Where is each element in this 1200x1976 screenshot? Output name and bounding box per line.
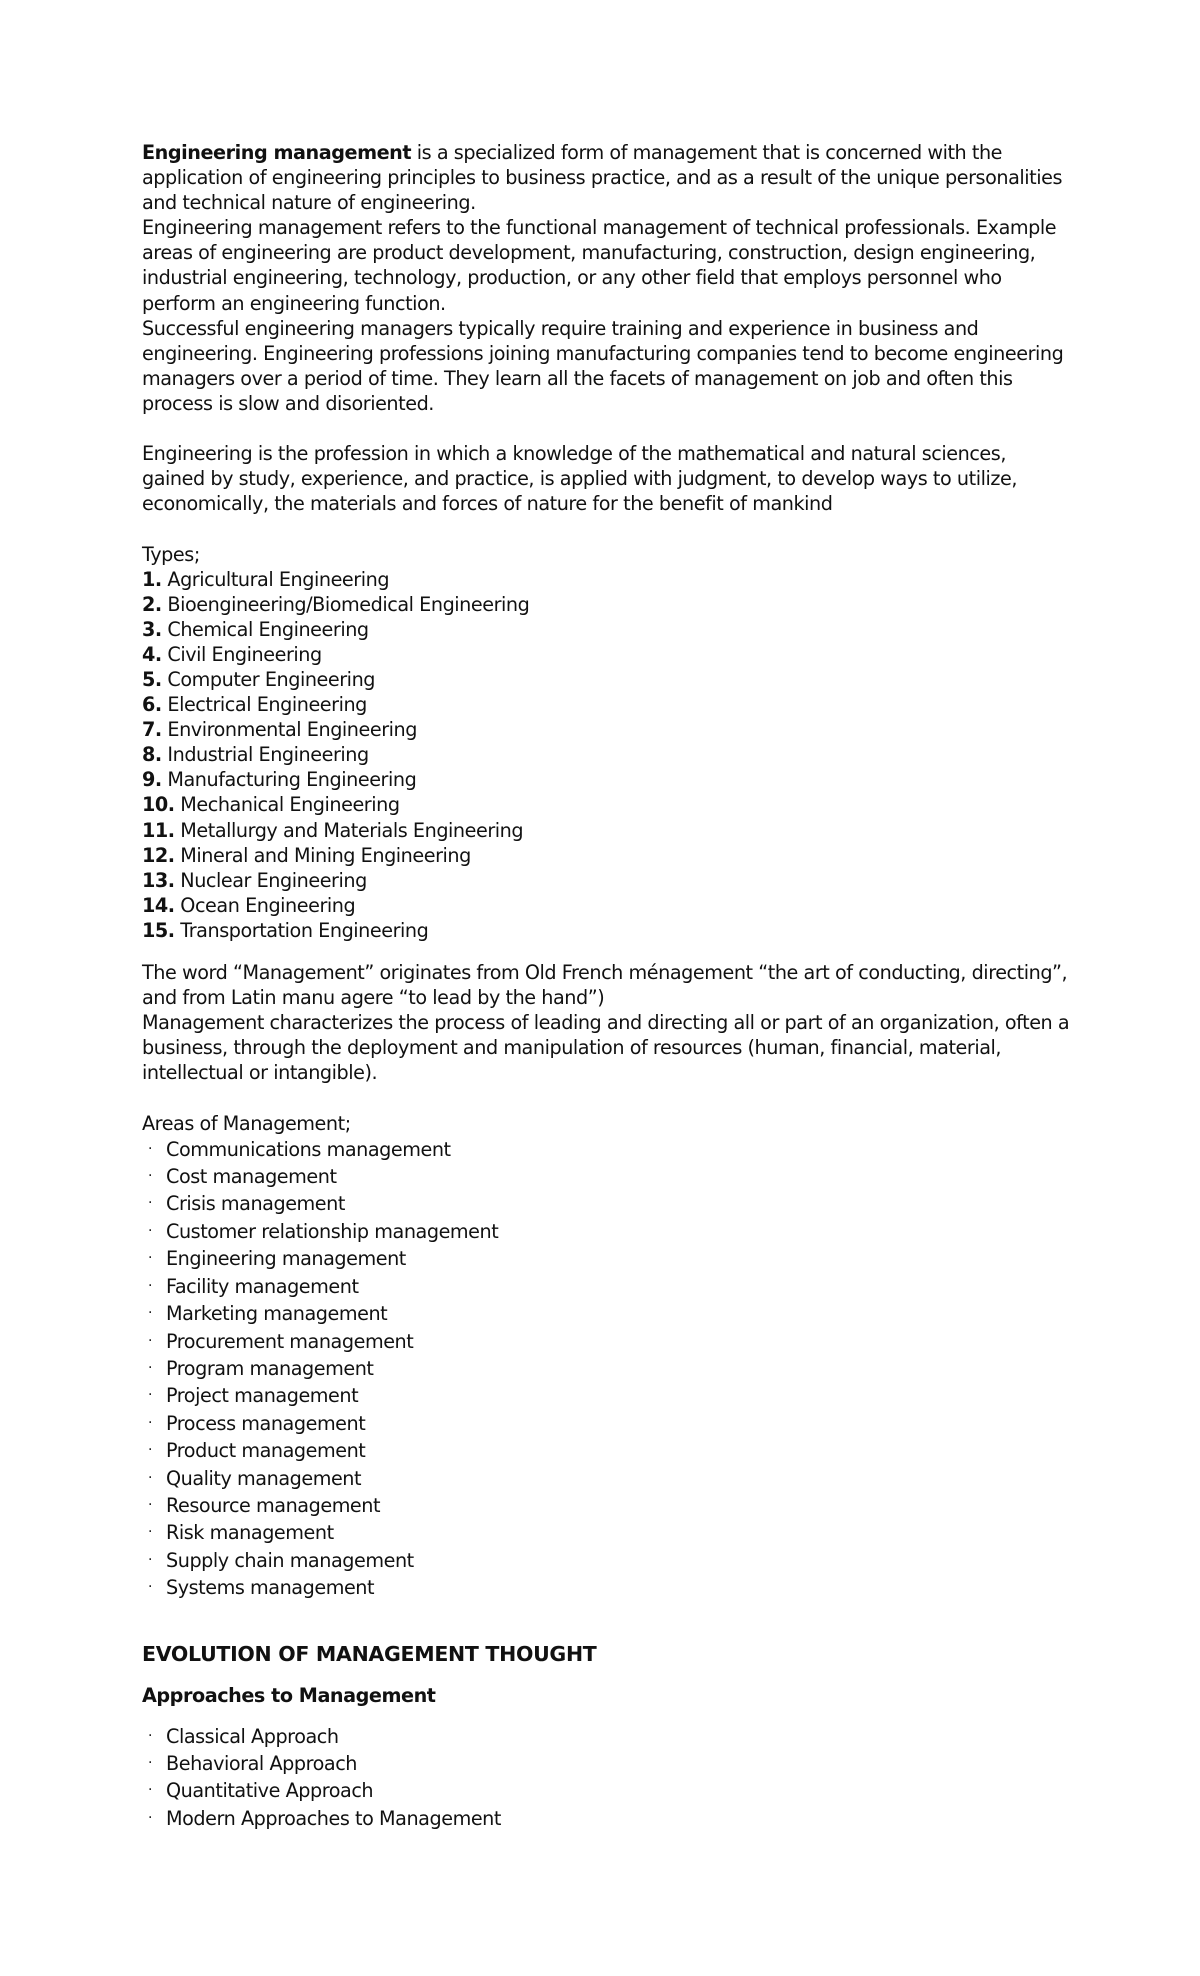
bullet-icon: · [148, 1496, 153, 1513]
engineering-definition: Engineering is the profession in which a knowledge of the mathematical and natural sciences, gained by study, experience, and practice, is applied with judgment, to develop ways to utilize, economically, the materials and forces of nature for the benefit of mankind [142, 442, 1017, 516]
list-item-label: Environmental Engineering [161, 718, 417, 742]
list-item [142, 918, 1072, 943]
bullet-icon: · [148, 1414, 153, 1431]
list-item-label: Bioengineering/Biomedical Engineering [161, 592, 530, 616]
bullet-icon: · [148, 1469, 153, 1486]
list-item-label: Communications management [166, 1137, 451, 1161]
list-item [142, 1519, 1072, 1546]
list-item-number: 7. [142, 718, 162, 742]
document-page [142, 140, 1072, 1832]
list-item [142, 1163, 1072, 1190]
list-item [142, 1328, 1072, 1355]
bullet-icon: · [148, 1579, 153, 1596]
list-item [142, 1437, 1072, 1464]
bullet-icon: · [148, 1332, 153, 1349]
list-item-label: Mineral and Mining Engineering [174, 843, 471, 867]
list-item-label: Chemical Engineering [161, 617, 369, 641]
intro-paragraph-3: Successful engineering managers typically require training and experience in business and engineering. Engineering professions joining manufacturing companies tend to become engineering managers over a period of time. They learn all the facets of management on job and often this process is slow and disoriented. [142, 316, 1064, 415]
list-item [142, 1410, 1072, 1437]
list-item [142, 1805, 1072, 1832]
bullet-icon: · [148, 1727, 153, 1744]
approaches-list [142, 1723, 1072, 1833]
list-item-number: 9. [142, 768, 162, 792]
list-item-label: Marketing management [166, 1302, 388, 1326]
list-item-label: Classical Approach [166, 1724, 339, 1748]
list-item-label: Process management [166, 1411, 366, 1435]
list-item [142, 1547, 1072, 1574]
intro-lead-text: is a specialized form of management that is concerned with the application of engineering principles to business practice, and as a result of the unique personalities and technical nature of engineering. [142, 141, 1063, 215]
list-item-label: Civil Engineering [161, 642, 322, 666]
list-item-label: Modern Approaches to Management [166, 1806, 501, 1830]
list-item-label: Behavioral Approach [166, 1751, 357, 1775]
management-etymology: The word “Management” originates from Old French ménagement “the art of conducting, directing”, and from Latin manu agere “to lead by the hand”) [142, 961, 1068, 1010]
list-item-label: Cost management [166, 1165, 337, 1189]
bullet-icon: · [148, 1222, 153, 1239]
list-item [142, 592, 1072, 617]
list-item [142, 1574, 1072, 1601]
bullet-icon: · [148, 1442, 153, 1459]
section-subtitle: Approaches to Management [142, 1683, 436, 1707]
list-item-label: Manufacturing Engineering [161, 768, 417, 792]
list-item-label: Product management [166, 1439, 366, 1463]
list-item-number: 13. [142, 868, 175, 892]
list-item [142, 1355, 1072, 1382]
list-item-label: Mechanical Engineering [174, 793, 400, 817]
list-item-number: 2. [142, 592, 162, 616]
list-item-label: Project management [166, 1384, 359, 1408]
list-item [142, 1777, 1072, 1804]
management-definition: Management characterizes the process of leading and directing all or part of an organization, often a business, through the deployment and manipulation of resources (human, financial, material, intellectual or intangible). [142, 1011, 1070, 1085]
list-item [142, 868, 1072, 893]
list-item [142, 1492, 1072, 1519]
list-item-label: Systems management [166, 1576, 375, 1600]
list-item-number: 6. [142, 693, 162, 717]
list-item-label: Facility management [166, 1274, 359, 1298]
list-item [142, 843, 1072, 868]
list-item-label: Metallurgy and Materials Engineering [174, 818, 524, 842]
management-areas-list [142, 1136, 1072, 1602]
list-item-number: 11. [142, 818, 175, 842]
list-item-label: Engineering management [166, 1247, 406, 1271]
areas-heading: Areas of Management; [142, 1111, 351, 1135]
bullet-icon: · [148, 1754, 153, 1771]
list-item-number: 1. [142, 567, 162, 591]
bullet-icon: · [148, 1277, 153, 1294]
bullet-icon: · [148, 1250, 153, 1267]
types-heading: Types; [142, 542, 200, 566]
list-item [142, 1245, 1072, 1272]
list-item-label: Resource management [166, 1493, 381, 1517]
list-item-number: 15. [142, 918, 175, 942]
intro-paragraph [142, 140, 1072, 215]
engineering-types-list [142, 567, 1072, 943]
bullet-icon: · [148, 1782, 153, 1799]
list-item [142, 667, 1072, 692]
list-item-label: Electrical Engineering [161, 693, 367, 717]
list-item-number: 4. [142, 642, 162, 666]
list-item-number: 8. [142, 743, 162, 767]
list-item [142, 1190, 1072, 1217]
bullet-icon: · [148, 1551, 153, 1568]
list-item [142, 617, 1072, 642]
list-item [142, 717, 1072, 742]
list-item-label: Supply chain management [166, 1548, 414, 1572]
list-item-label: Procurement management [166, 1329, 414, 1353]
list-item [142, 818, 1072, 843]
list-item-label: Quality management [166, 1466, 362, 1490]
list-item-label: Agricultural Engineering [161, 567, 390, 591]
list-item [142, 1382, 1072, 1409]
bullet-icon: · [148, 1195, 153, 1212]
bullet-icon: · [148, 1140, 153, 1157]
section-title: EVOLUTION OF MANAGEMENT THOUGHT [142, 1641, 597, 1666]
list-item-number: 10. [142, 793, 175, 817]
list-item [142, 1273, 1072, 1300]
bullet-icon: · [148, 1359, 153, 1376]
list-item [142, 792, 1072, 817]
list-item-label: Customer relationship management [166, 1219, 499, 1243]
list-item-number: 3. [142, 617, 162, 641]
list-item [142, 567, 1072, 592]
list-item-number: 5. [142, 667, 162, 691]
bullet-icon: · [148, 1387, 153, 1404]
list-item [142, 1300, 1072, 1327]
list-item-label: Ocean Engineering [174, 893, 356, 917]
list-item [142, 742, 1072, 767]
list-item-label: Risk management [166, 1521, 334, 1545]
list-item [142, 1218, 1072, 1245]
list-item-label: Nuclear Engineering [174, 868, 367, 892]
list-item-label: Program management [166, 1356, 374, 1380]
list-item [142, 1136, 1072, 1163]
bullet-icon: · [148, 1168, 153, 1185]
list-item [142, 692, 1072, 717]
list-item-number: 14. [142, 893, 175, 917]
list-item [142, 1465, 1072, 1492]
list-item-label: Quantitative Approach [166, 1779, 374, 1803]
intro-lead-term: Engineering management [142, 141, 412, 164]
list-item-label: Industrial Engineering [161, 743, 369, 767]
bullet-icon: · [148, 1524, 153, 1541]
bullet-icon: · [148, 1305, 153, 1322]
list-item [142, 893, 1072, 918]
list-item-label: Computer Engineering [161, 667, 376, 691]
list-item-label: Transportation Engineering [174, 918, 429, 942]
list-item-label: Crisis management [166, 1192, 345, 1216]
list-item-number: 12. [142, 843, 175, 867]
list-item [142, 642, 1072, 667]
intro-paragraph-2: Engineering management refers to the functional management of technical professionals. Example areas of engineering are product development, manufacturing, construction, design engineering, industrial engineering, technology, production, or any other field that employs personnel who perform an engineering function. [142, 216, 1057, 315]
list-item [142, 1750, 1072, 1777]
bullet-icon: · [148, 1809, 153, 1826]
list-item [142, 767, 1072, 792]
list-item [142, 1723, 1072, 1750]
